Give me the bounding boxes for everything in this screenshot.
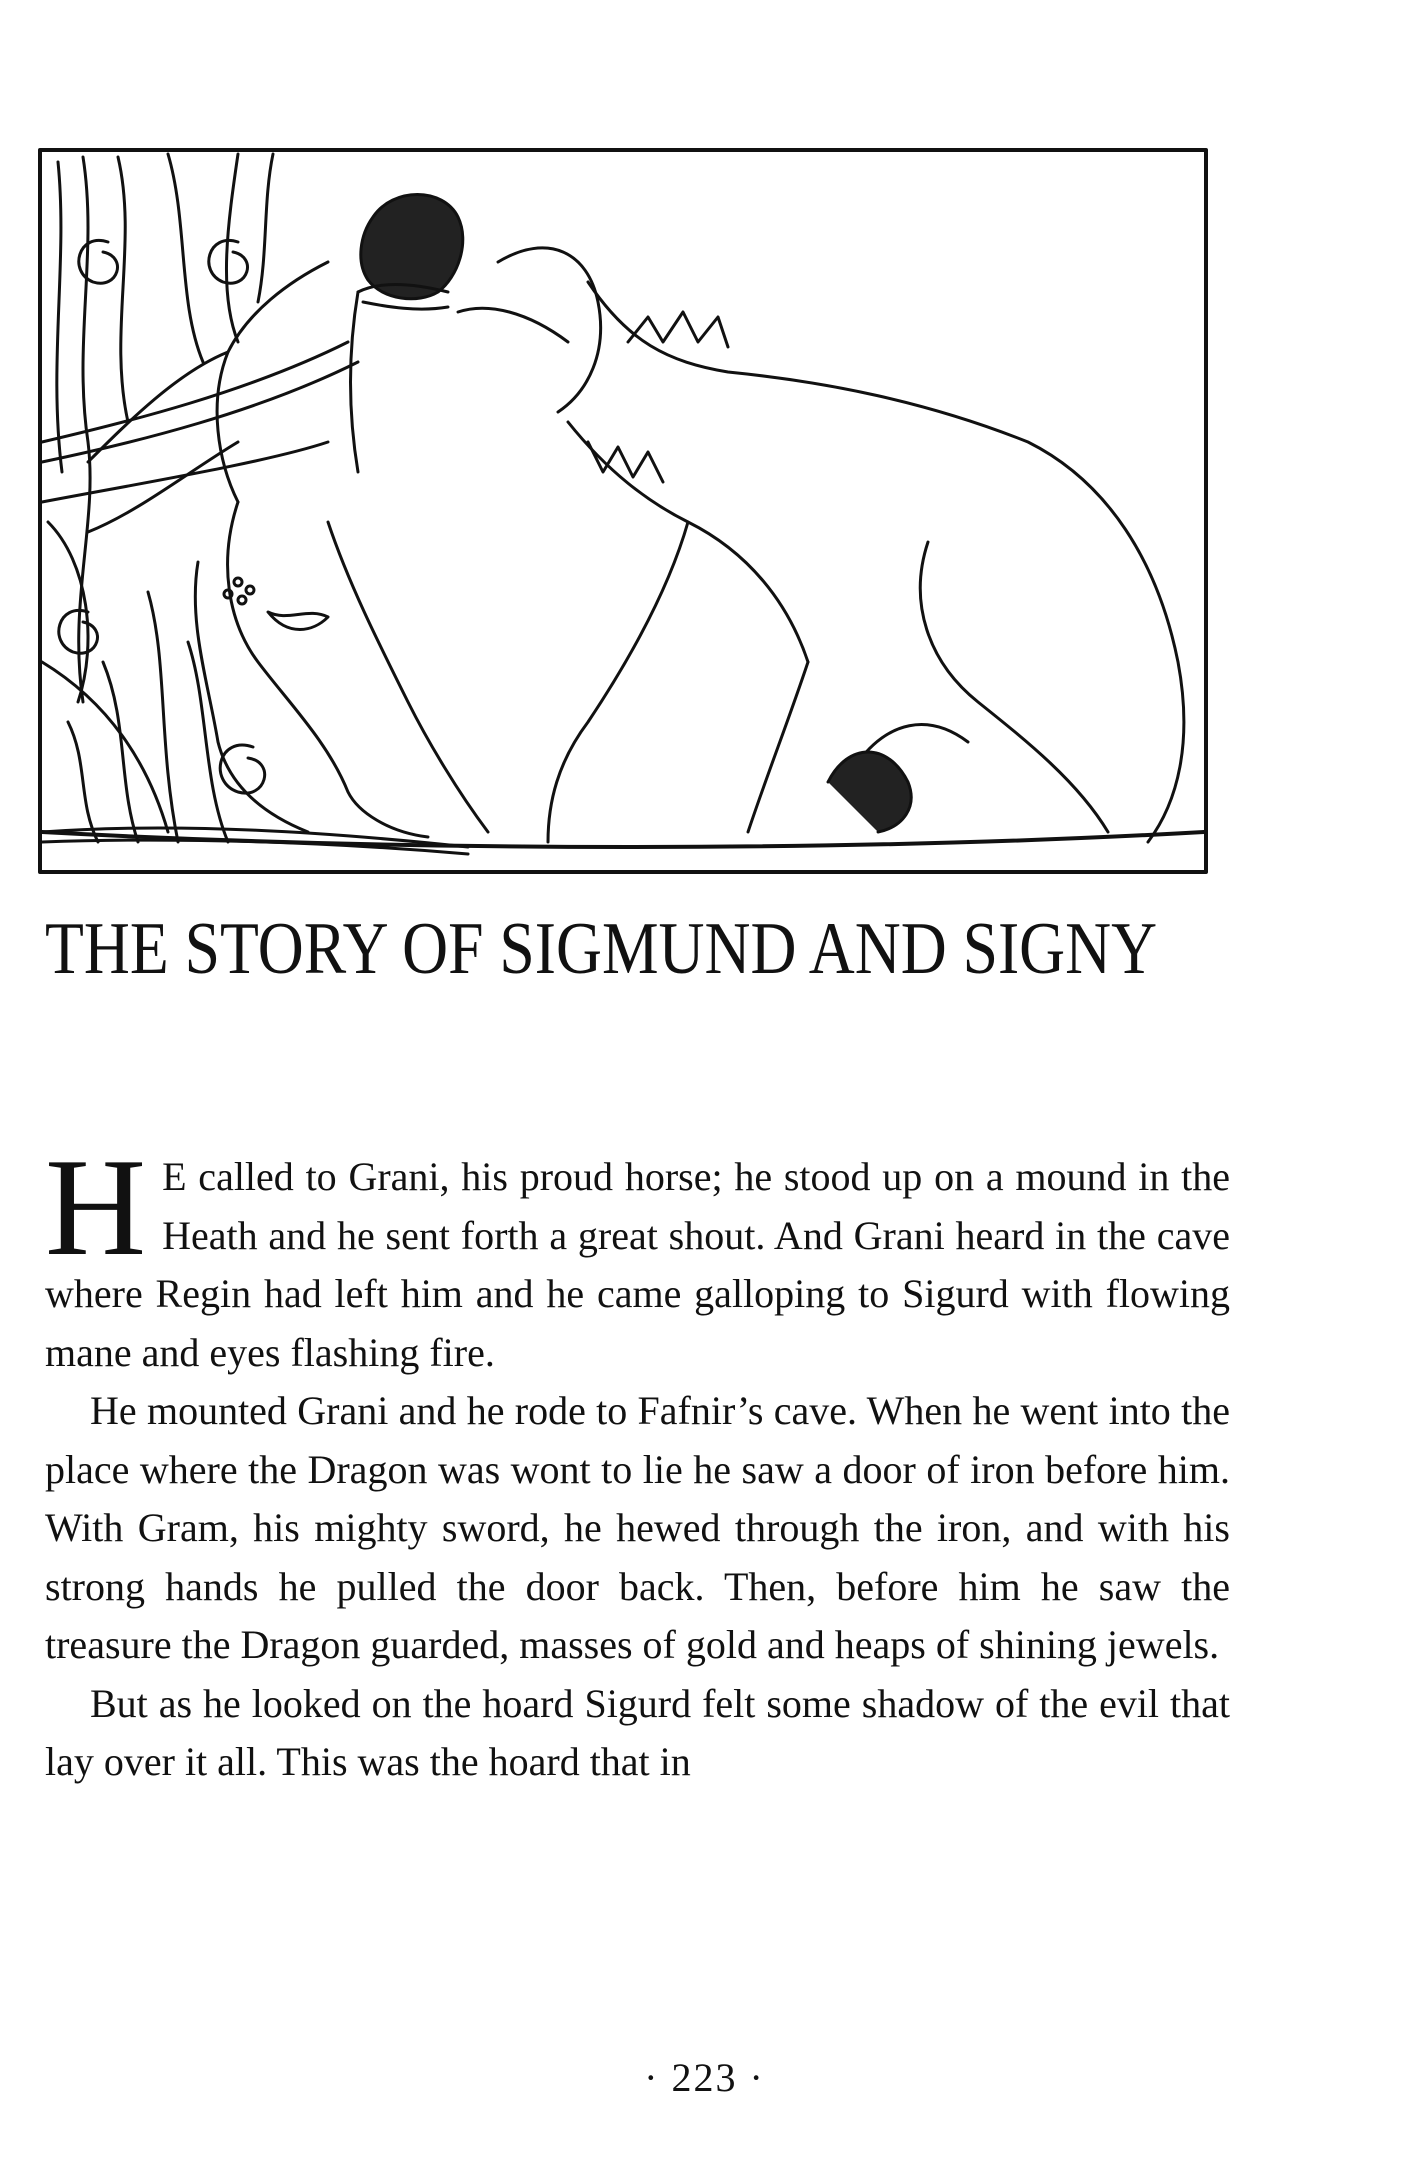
chapter-title: THE STORY OF SIGMUND AND SIGNY xyxy=(45,908,1158,990)
body-text xyxy=(45,1130,1230,1792)
drop-cap: H xyxy=(45,1130,147,1285)
chapter-illustration xyxy=(28,142,1212,880)
paragraph-2: He mounted Grani and he rode to Fafnir’s cave. When he went into the place where the Dragon was wont to lie he saw a door of iron before him. With Gram, his mighty sword, he hewed through the iron, and with his strong hands he pulled the door back. Then, before him he saw the treasure the Dragon guarded, masses of gold and heaps of shining jewels. xyxy=(45,1388,1230,1667)
page-number: · 223 · xyxy=(644,2055,765,2100)
paragraph-1-text: E called to Grani, his proud horse; he stood up on a mound in the Heath and he sent forth a great shout. And Grani heard in the cave where Regin had left him and he came galloping to Sigurd with flowing mane and eyes flashing fire. xyxy=(45,1154,1230,1375)
paragraph-1 xyxy=(45,1130,1230,1382)
paragraph-3: But as he looked on the hoard Sigurd felt some shadow of the evil that lay over it all. This was the hoard that in xyxy=(45,1680,1230,1784)
